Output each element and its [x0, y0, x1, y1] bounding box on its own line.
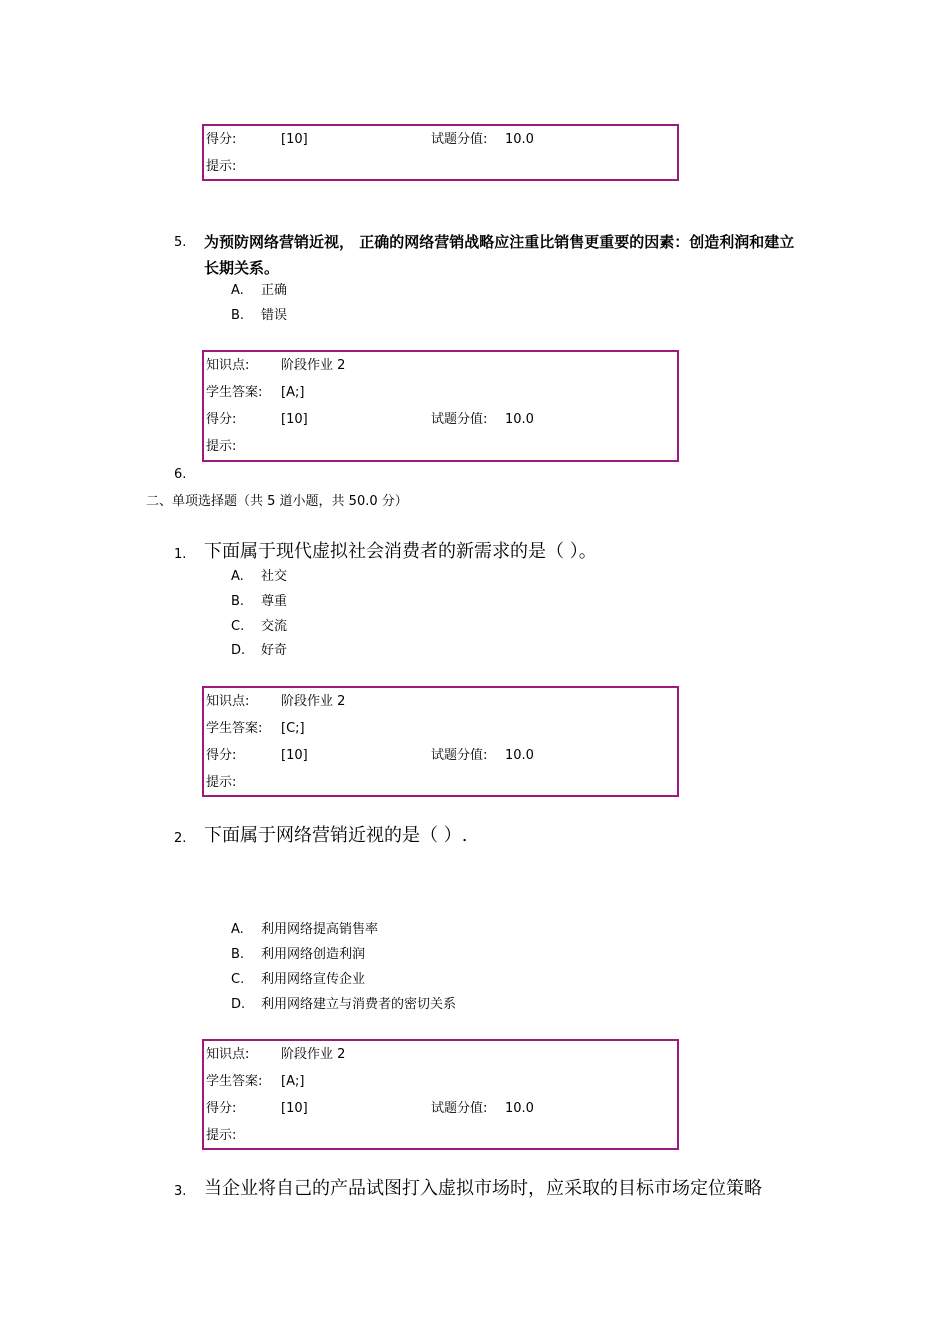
- option-letter: A.: [231, 922, 244, 937]
- knowledge-point-label: 知识点:: [206, 694, 250, 709]
- question-text: 当企业将自己的产品试图打入虚拟市场时，应采取的目标市场定位策略: [204, 1178, 762, 1199]
- option-text[interactable]: 利用网络建立与消费者的密切关系: [261, 997, 457, 1012]
- question-number: 2.: [174, 831, 187, 846]
- option-text[interactable]: 尊重: [261, 594, 288, 609]
- option-letter: C.: [231, 619, 245, 634]
- question-number: 6.: [174, 467, 187, 482]
- score-value: [10]: [281, 412, 308, 427]
- option-text[interactable]: 社交: [261, 569, 288, 584]
- knowledge-point-value: 阶段作业 2: [281, 694, 346, 709]
- option-letter: D.: [231, 643, 246, 658]
- question-value: 10.0: [505, 748, 534, 763]
- hint-label: 提示:: [206, 1128, 237, 1143]
- question-number: 3.: [174, 1184, 187, 1199]
- section-title: 二、单项选择题（共 5 道小题，共 50.0 分）: [146, 494, 408, 509]
- question-number: 1.: [174, 547, 187, 562]
- result-box: [202, 686, 679, 797]
- student-answer-value: [C;]: [281, 721, 305, 736]
- question-value: 10.0: [505, 1101, 534, 1116]
- question-value-label: 试题分值:: [431, 132, 488, 147]
- question-number: 5.: [174, 235, 187, 250]
- option-letter: B.: [231, 308, 245, 323]
- student-answer-label: 学生答案:: [206, 1074, 263, 1089]
- score-value: [10]: [281, 132, 308, 147]
- question-text: 为预防网络营销近视， 正确的网络营销战略应注重比销售更重要的因素：创造利润和建立长期关系。: [204, 233, 795, 277]
- option-letter: B.: [231, 947, 245, 962]
- option-text[interactable]: 利用网络宣传企业: [261, 972, 366, 987]
- question-value: 10.0: [505, 132, 534, 147]
- student-answer-label: 学生答案:: [206, 721, 263, 736]
- score-label: 得分:: [206, 412, 237, 427]
- score-label: 得分:: [206, 748, 237, 763]
- option-text[interactable]: 交流: [261, 619, 288, 634]
- knowledge-point-label: 知识点:: [206, 1047, 250, 1062]
- student-answer-label: 学生答案:: [206, 385, 263, 400]
- option-letter: A.: [231, 569, 244, 584]
- student-answer-value: [A;]: [281, 385, 305, 400]
- hint-label: 提示:: [206, 775, 237, 790]
- hint-label: 提示:: [206, 159, 237, 174]
- option-text[interactable]: 正确: [261, 283, 288, 298]
- question-text: 下面属于网络营销近视的是（ ）.: [204, 825, 468, 846]
- knowledge-point-label: 知识点:: [206, 358, 250, 373]
- score-label: 得分:: [206, 1101, 237, 1116]
- option-text[interactable]: 利用网络创造利润: [261, 947, 366, 962]
- option-letter: A.: [231, 283, 244, 298]
- option-text[interactable]: 错误: [261, 308, 288, 323]
- score-value: [10]: [281, 748, 308, 763]
- score-value: [10]: [281, 1101, 308, 1116]
- score-label: 得分:: [206, 132, 237, 147]
- result-box: [202, 350, 679, 462]
- student-answer-value: [A;]: [281, 1074, 305, 1089]
- question-value: 10.0: [505, 412, 534, 427]
- option-letter: D.: [231, 997, 246, 1012]
- result-box: [202, 1039, 679, 1150]
- question-value-label: 试题分值:: [431, 412, 488, 427]
- question-value-label: 试题分值:: [431, 1101, 488, 1116]
- result-box: [202, 124, 679, 181]
- option-text[interactable]: 利用网络提高销售率: [261, 922, 379, 937]
- option-letter: B.: [231, 594, 245, 609]
- option-letter: C.: [231, 972, 245, 987]
- hint-label: 提示:: [206, 439, 237, 454]
- knowledge-point-value: 阶段作业 2: [281, 1047, 346, 1062]
- option-text[interactable]: 好奇: [261, 643, 288, 658]
- question-text: 下面属于现代虚拟社会消费者的新需求的是（ ）。: [204, 541, 597, 562]
- question-value-label: 试题分值:: [431, 748, 488, 763]
- knowledge-point-value: 阶段作业 2: [281, 358, 346, 373]
